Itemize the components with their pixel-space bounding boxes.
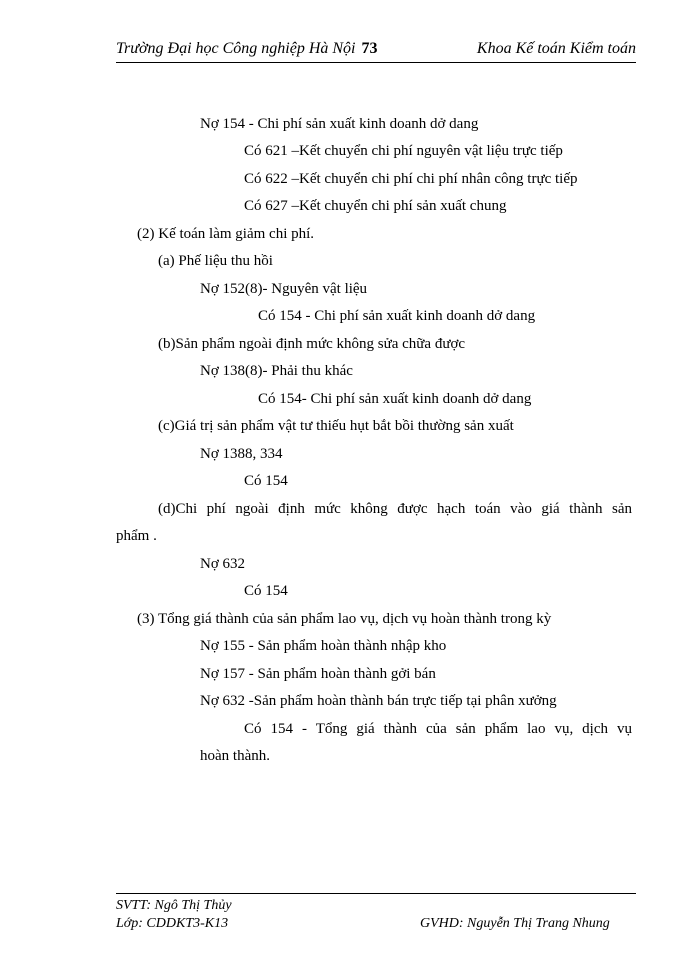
subsection-heading: (a) Phế liệu thu hồi <box>158 253 273 269</box>
section-heading: (3) Tổng giá thành của sản phẩm lao vụ, dịch vụ hoàn thành trong kỳ <box>137 611 552 627</box>
continuation-line: hoàn thành. <box>200 748 270 764</box>
entry-line: Có 622 –Kết chuyển chi phí chi phí nhân công trực tiếp <box>244 171 578 187</box>
entry-line: Có 154 - Tổng giá thành của sản phẩm lao vụ, dịch vụ <box>244 721 632 737</box>
page-header <box>116 40 636 62</box>
entry-line: Nợ 1388, 334 <box>200 446 283 462</box>
header-right: Khoa Kế toán Kiểm toán <box>476 40 636 57</box>
entry-line: Có 154 <box>244 473 288 489</box>
subsection-heading: (b)Sản phẩm ngoài định mức không sửa chữa được <box>158 336 466 352</box>
header-left <box>116 40 378 58</box>
entry-line: Có 621 –Kết chuyển chi phí nguyên vật liệu trực tiếp <box>244 143 563 159</box>
page-number: 73 <box>361 40 378 57</box>
entry-line: Nợ 154 - Chi phí sản xuất kinh doanh dở dang <box>200 116 479 132</box>
entry-line: Nợ 155 - Sản phẩm hoàn thành nhập kho <box>200 638 447 654</box>
entry-line: Nợ 632 <box>200 556 246 572</box>
subsection-heading: (d)Chi phí ngoài định mức không được hạch toán vào giá thành sản <box>158 501 632 517</box>
footer-advisor: GVHD: Nguyễn Thị Trang Nhung <box>420 916 610 931</box>
entry-line: Có 154 - Chi phí sản xuất kinh doanh dở dang <box>258 308 536 324</box>
entry-line: Có 154- Chi phí sản xuất kinh doanh dở dang <box>258 391 532 407</box>
footer-rule <box>116 893 636 894</box>
subsection-heading: (c)Giá trị sản phẩm vật tư thiếu hụt bắt bồi thường sản xuất <box>158 418 514 434</box>
header-rule <box>116 62 636 63</box>
footer-class: Lớp: CDDKT3-K13 <box>116 916 229 931</box>
continuation-line: phẩm . <box>116 528 157 544</box>
section-heading: (2) Kế toán làm giảm chi phí. <box>137 226 315 242</box>
entry-line: Có 154 <box>244 583 288 599</box>
entry-line: Nợ 138(8)- Phải thu khác <box>200 363 353 379</box>
entry-line: Nợ 157 - Sản phẩm hoàn thành gởi bán <box>200 666 436 682</box>
footer-student: SVTT: Ngô Thị Thủy <box>116 898 232 913</box>
entry-line: Nợ 632 -Sản phẩm hoàn thành bán trực tiếp tại phân xưởng <box>200 693 557 709</box>
entry-line: Có 627 –Kết chuyển chi phí sản xuất chung <box>244 198 507 214</box>
entry-line: Nợ 152(8)- Nguyên vật liệu <box>200 281 368 297</box>
header-school: Trường Đại học Công nghiệp Hà Nội <box>116 40 356 57</box>
